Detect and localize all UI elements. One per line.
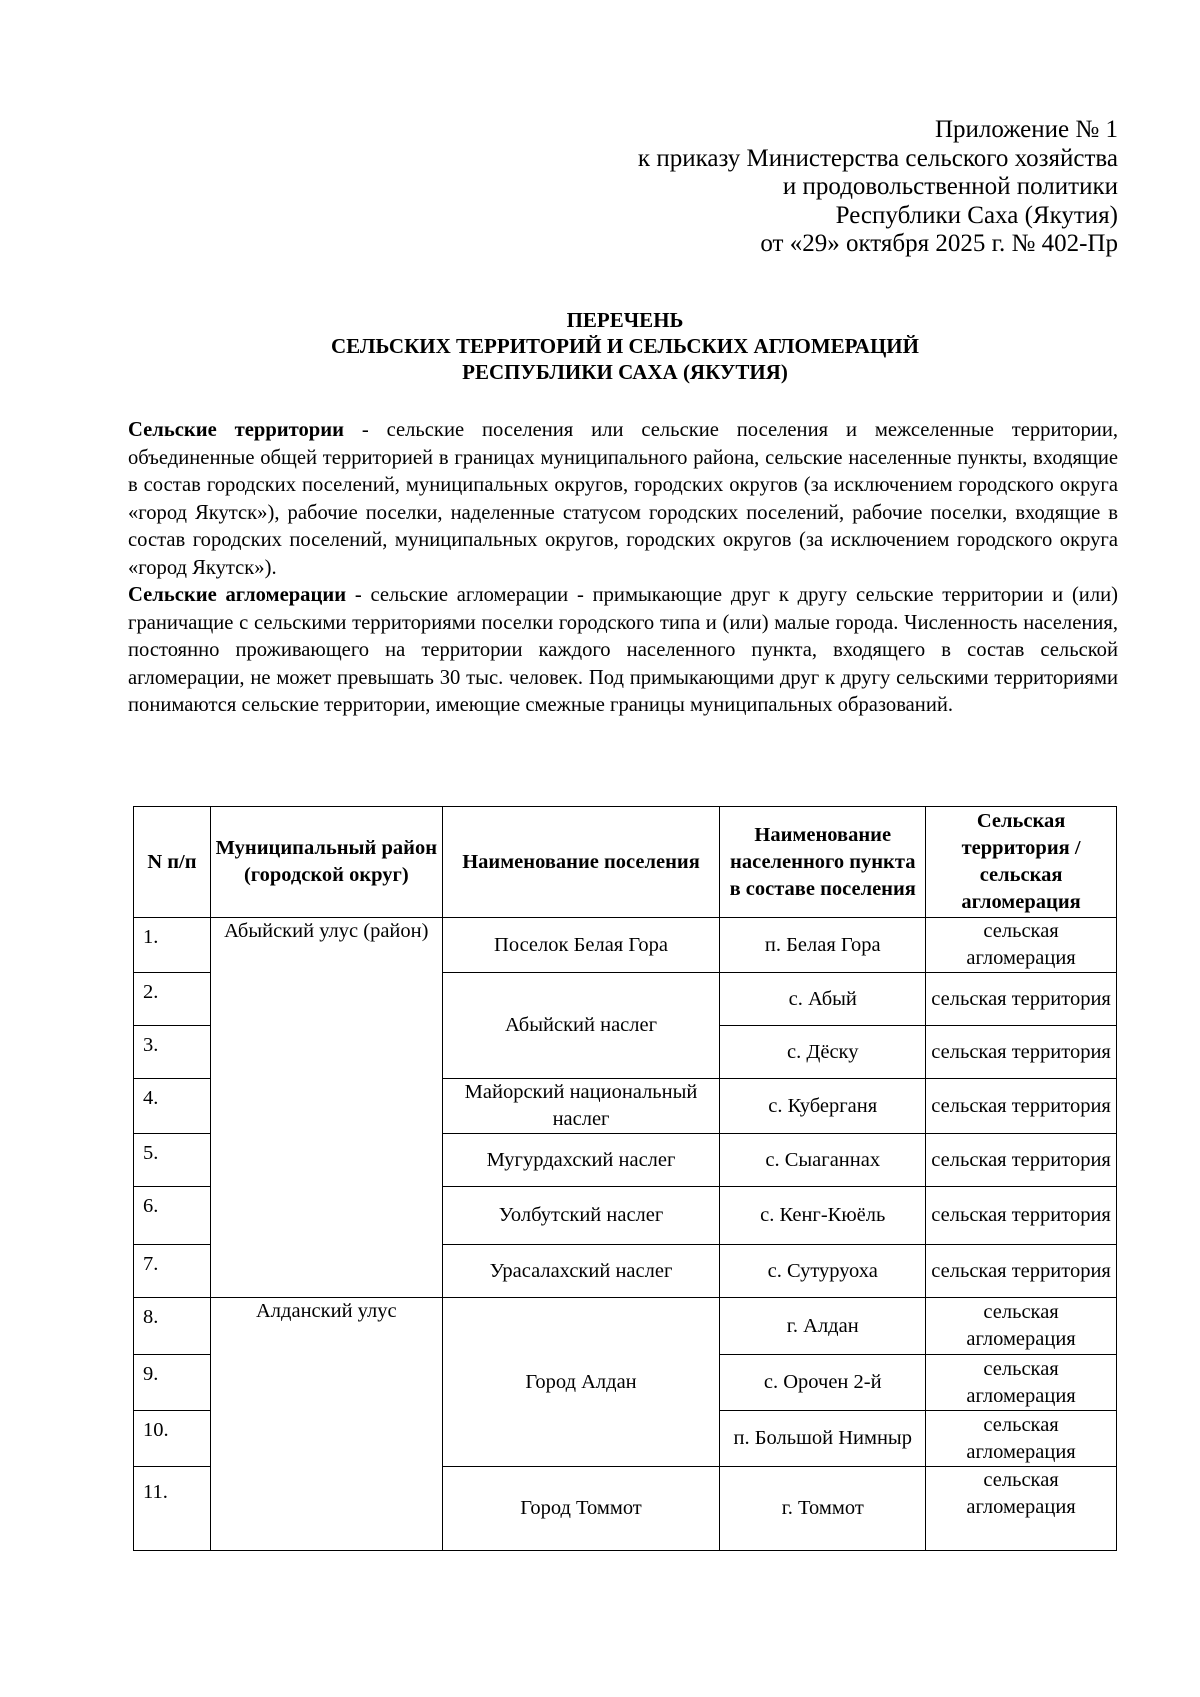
locality-cell: с. Сыаганнах [720, 1134, 926, 1187]
locality-cell: г. Томмот [720, 1467, 926, 1551]
locality-cell: п. Большой Нимныр [720, 1411, 926, 1467]
district-cell: Алданский улус [210, 1298, 442, 1551]
locality-cell: с. Кенг-Кюёль [720, 1187, 926, 1245]
locality-cell: с. Абый [720, 973, 926, 1026]
definition-text: - сельские агломерации - примыкающие друг к другу сельские территории и (или) граничащие с сельскими территориями поселки городского типа и (или) малые города. Численность населения, постоянно проживающего на территории каждого населенного пункта, входящего в состав сельской агломерации, не может превышать 30 тыс. человек. Под примыкающими друг к другу сельскими территориями понимаются сельские территории, имеющие смежные границы муниципальных образований. [128, 584, 1118, 716]
definition-term: Сельские агломерации [128, 584, 347, 606]
definition-text: - сельские поселения или сельские поселения и межселенные территории, объединенные общей территорией в границах муниципального района, сельские населенные пункты, входящие в состав городских поселений, муниципальных округов, городских округов (за исключением городского округа «город Якутск»), рабочие поселки, наделенные статусом городских поселений, рабочие поселки, входящие в состав городских поселений, муниципальных округов, городских округов (за исключением городского округа «город Якутск»). [128, 419, 1118, 579]
type-cell: сельская территория [926, 973, 1117, 1026]
row-number: 6. [134, 1187, 211, 1245]
type-cell: сельская территория [926, 1026, 1117, 1079]
appendix-line: от «29» октября 2025 г. № 402-Пр [760, 230, 1118, 257]
header-settlement: Наименование поселения [442, 807, 720, 918]
settlement-cell: Уолбутский наслег [442, 1187, 720, 1245]
type-cell: сельская агломерация [926, 1411, 1117, 1467]
type-cell: сельская агломерация [926, 1355, 1117, 1411]
document-title [0, 307, 1200, 385]
header-number: N п/п [134, 807, 211, 918]
row-number: 3. [134, 1026, 211, 1079]
row-number: 11. [134, 1467, 211, 1551]
settlement-cell: Город Томмот [442, 1467, 720, 1551]
locality-cell: с. Орочен 2-й [720, 1355, 926, 1411]
title-line: СЕЛЬСКИХ ТЕРРИТОРИЙ И СЕЛЬСКИХ АГЛОМЕРАЦИЙ [331, 334, 919, 358]
row-number: 7. [134, 1245, 211, 1298]
district-cell: Абыйский улус (район) [210, 918, 442, 1298]
row-number: 2. [134, 973, 211, 1026]
settlement-cell: Мугурдахский наслег [442, 1134, 720, 1187]
table-header-row [134, 807, 1117, 918]
settlement-cell: Урасалахский наслег [442, 1245, 720, 1298]
locality-cell: с. Куберганя [720, 1079, 926, 1134]
type-cell: сельская территория [926, 1134, 1117, 1187]
territories-table [133, 806, 1117, 1551]
table-row [134, 918, 1117, 973]
appendix-header [638, 116, 1118, 259]
appendix-line: Республики Саха (Якутия) [835, 201, 1118, 229]
row-number: 5. [134, 1134, 211, 1187]
appendix-line: и продовольственной политики [782, 173, 1118, 200]
title-line: РЕСПУБЛИКИ САХА (ЯКУТИЯ) [462, 360, 788, 384]
definition-rural-territories [128, 417, 1118, 582]
settlement-cell: Майорский национальный наслег [442, 1079, 720, 1134]
row-number: 4. [134, 1079, 211, 1134]
type-cell: сельская территория [926, 1187, 1117, 1245]
row-number: 8. [134, 1298, 211, 1355]
type-cell: сельская агломерация [926, 1298, 1117, 1355]
header-type: Сельская территория / сельская агломерация [926, 807, 1117, 918]
definition-term: Сельские территории [128, 419, 344, 441]
settlement-cell: Город Алдан [442, 1298, 720, 1467]
settlement-cell: Абыйский наслег [442, 973, 720, 1079]
table-row [134, 1298, 1117, 1355]
row-number: 10. [134, 1411, 211, 1467]
definitions [128, 417, 1118, 720]
type-cell: сельская территория [926, 1079, 1117, 1134]
row-number: 9. [134, 1355, 211, 1411]
definition-rural-agglomerations [128, 582, 1118, 720]
settlement-cell: Поселок Белая Гора [442, 918, 720, 973]
locality-cell: с. Сутуруоха [720, 1245, 926, 1298]
header-district: Муниципальный район (городской округ) [210, 807, 442, 918]
appendix-line: к приказу Министерства сельского хозяйства [637, 144, 1118, 172]
type-cell: сельская территория [926, 1245, 1117, 1298]
locality-cell: п. Белая Гора [720, 918, 926, 973]
row-number: 1. [134, 918, 211, 973]
locality-cell: с. Дёску [720, 1026, 926, 1079]
type-cell: сельская агломерация [926, 918, 1117, 973]
appendix-line: Приложение № 1 [934, 116, 1118, 143]
locality-cell: г. Алдан [720, 1298, 926, 1355]
type-cell: сельская агломерация [926, 1467, 1117, 1551]
header-locality: Наименование населенного пункта в составе поселения [720, 807, 926, 918]
title-line: ПЕРЕЧЕНЬ [566, 308, 684, 332]
